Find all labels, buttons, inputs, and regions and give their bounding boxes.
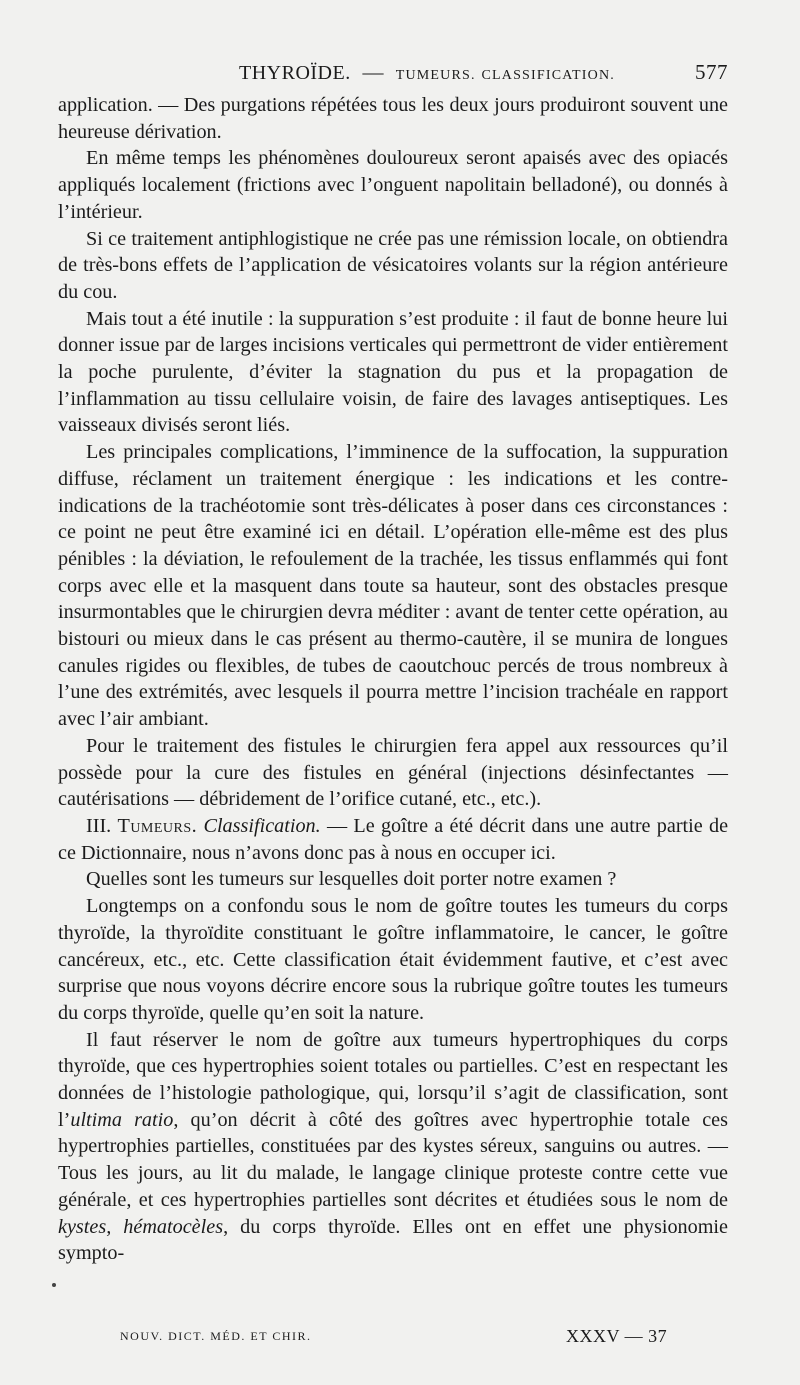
- paragraph: [58, 1027, 728, 1267]
- paragraph: application. — Des purgations répétées tous les deux jours produiront souvent une heureuse dérivation.: [58, 94, 728, 143]
- body-text: [58, 92, 728, 1267]
- footer-volume-sheet: XXXV — 37: [566, 1326, 668, 1346]
- section-subheading: Classification.: [203, 814, 321, 837]
- page-footer: [58, 1322, 728, 1350]
- section-heading: Tumeurs.: [117, 814, 198, 837]
- margin-dot-mark: [52, 1283, 56, 1287]
- header-main-title: THYROÏDE.: [239, 62, 351, 84]
- header-title: [239, 52, 615, 96]
- paragraph: Longtemps on a confondu sous le nom de goître toutes les tumeurs du corps thyroïde, la thyroïdite constituant le goître inflammatoire, le cancer, le goître cancéreux, etc., etc. Cette classification était évidemment fautive, et c’est avec surprise que nous voyons décrire encore sous la rubrique goître toutes les tumeurs du corps thyroïde, quelle qu’en soit la nature.: [58, 895, 728, 1024]
- paragraph: Pour le traitement des fistules le chirurgien fera appel aux ressources qu’il possède pour la cure des fistules en général (injections désinfectantes — cautérisations — débridement de l’orifice cutané, etc., etc.).: [58, 734, 728, 811]
- italic-phrase: ultima ratio: [70, 1108, 174, 1131]
- section-paragraph: [58, 813, 728, 866]
- paragraph: Si ce traitement antiphlogistique ne crée pas une rémission locale, on obtiendra de très-bons effets de l’application de vésicatoires volants sur la région antérieure du cou.: [58, 227, 728, 303]
- running-header: [58, 52, 728, 92]
- section-text: — Le goître a été décrit dans une autre partie de ce Dictionnaire, nous n’avons donc pas à nous en occuper ici.: [58, 814, 729, 864]
- paragraph-text: Il faut réserver le nom de goître aux tumeurs hypertrophiques du corps thyroïde, que ces hypertrophies soient totales ou partielles. C’est en respectant les données de l’histologie pathologique, qui, lorsqu’il s’agit de classification, sont l’: [58, 1028, 728, 1131]
- paragraph-text: , qu’on décrit à côté des goîtres avec hypertrophie totale ces hypertrophies partielles, constituées par des kystes séreux, sanguins ou autres. — Tous les jours, au lit du malade, le langage clinique proteste contre cette vue générale, et ces hypertrophies partielles sont décrites et étudiées sous le nom de: [58, 1108, 728, 1211]
- italic-phrase: kystes, hématocèles: [58, 1215, 224, 1238]
- paragraph: Mais tout a été inutile : la suppuration s’est produite : il faut de bonne heure lui donner issue par de larges incisions verticales qui permettront de vider entièrement la poche purulente, d’éviter la stagnation du pus et la propagation de l’inflammation au tissu cellulaire voisin, de faire des lavages antiseptiques. Les vaisseaux divisés seront liés.: [58, 307, 728, 437]
- header-separator: —: [362, 60, 384, 84]
- paragraph: Quelles sont les tumeurs sur lesquelles doit porter notre examen ?: [86, 868, 617, 891]
- section-number: III.: [86, 814, 112, 837]
- paragraph: Les principales complications, l’imminence de la suffocation, la suppuration diffuse, réclament un traitement énergique : les indications et les contre-indications de la trachéotomie sont très-délicates à poser dans ces circonstances : ce point ne peut être examiné ici en détail. L’opération elle-même est des plus pénibles : la déviation, le refoulement de la trachée, les tissus enflammés qui font corps avec elle et la masquent dans toute sa hauteur, sont des obstacles presque insurmontables que le chirurgien devra méditer : avant de tenter cette opération, au bistouri ou mieux dans le cas présent au thermo-cautère, il se munira de longues canules rigides ou flexibles, de tubes de caoutchouc percés de trous nombreux à l’une des extrémités, avec lesquels il pourra mettre l’incision trachéale en rapport avec l’air ambiant.: [58, 441, 728, 731]
- header-section: TUMEURS.: [395, 68, 476, 83]
- paragraph-text: , du corps thyroïde. Elles ont en effet une physionomie sympto-: [58, 1215, 728, 1265]
- header-subsection: CLASSIFICATION.: [481, 68, 615, 83]
- paragraph: En même temps les phénomènes douloureux seront apaisés avec des opiacés appliqués localement (frictions avec l’onguent napolitain belladoné), ou donnés à l’intérieur.: [58, 147, 728, 223]
- footer-signature: NOUV. DICT. MÉD. ET CHIR.: [120, 1329, 312, 1343]
- page-number: 577: [695, 60, 728, 84]
